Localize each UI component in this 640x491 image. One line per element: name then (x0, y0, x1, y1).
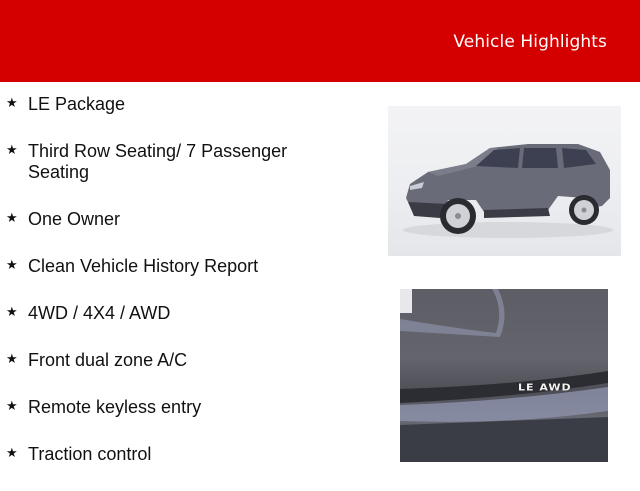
highlight-label: Third Row Seating/ 7 Passenger Seating (28, 141, 288, 182)
highlight-label: Remote keyless entry (28, 397, 202, 417)
badge-illustration (400, 289, 608, 462)
list-item (6, 303, 318, 324)
star-icon: ★ (6, 398, 18, 413)
list-item (6, 209, 318, 230)
star-icon: ★ (6, 445, 18, 460)
highlight-label: One Owner (28, 209, 121, 229)
vehicle-photo-badge (400, 289, 608, 462)
list-item (6, 397, 318, 418)
list-item (6, 350, 318, 371)
star-icon: ★ (6, 351, 18, 366)
list-item (6, 256, 318, 277)
star-icon: ★ (6, 257, 18, 272)
suv-illustration (388, 106, 621, 256)
star-icon: ★ (6, 142, 18, 157)
star-icon: ★ (6, 304, 18, 319)
page-title: Vehicle Highlights (453, 32, 607, 52)
highlight-label: Clean Vehicle History Report (28, 256, 259, 276)
highlight-label: Traction control (28, 444, 152, 464)
header-banner (0, 0, 640, 82)
highlight-label: 4WD / 4X4 / AWD (28, 303, 171, 323)
badge-text: LE AWD (518, 381, 572, 394)
highlight-label: Front dual zone A/C (28, 350, 188, 370)
list-item (6, 444, 318, 465)
highlight-label: LE Package (28, 94, 126, 114)
star-icon: ★ (6, 210, 18, 225)
star-icon: ★ (6, 95, 18, 110)
list-item (6, 94, 318, 115)
list-item (6, 141, 318, 183)
vehicle-photo-side (388, 106, 621, 256)
highlights-list (6, 94, 318, 491)
